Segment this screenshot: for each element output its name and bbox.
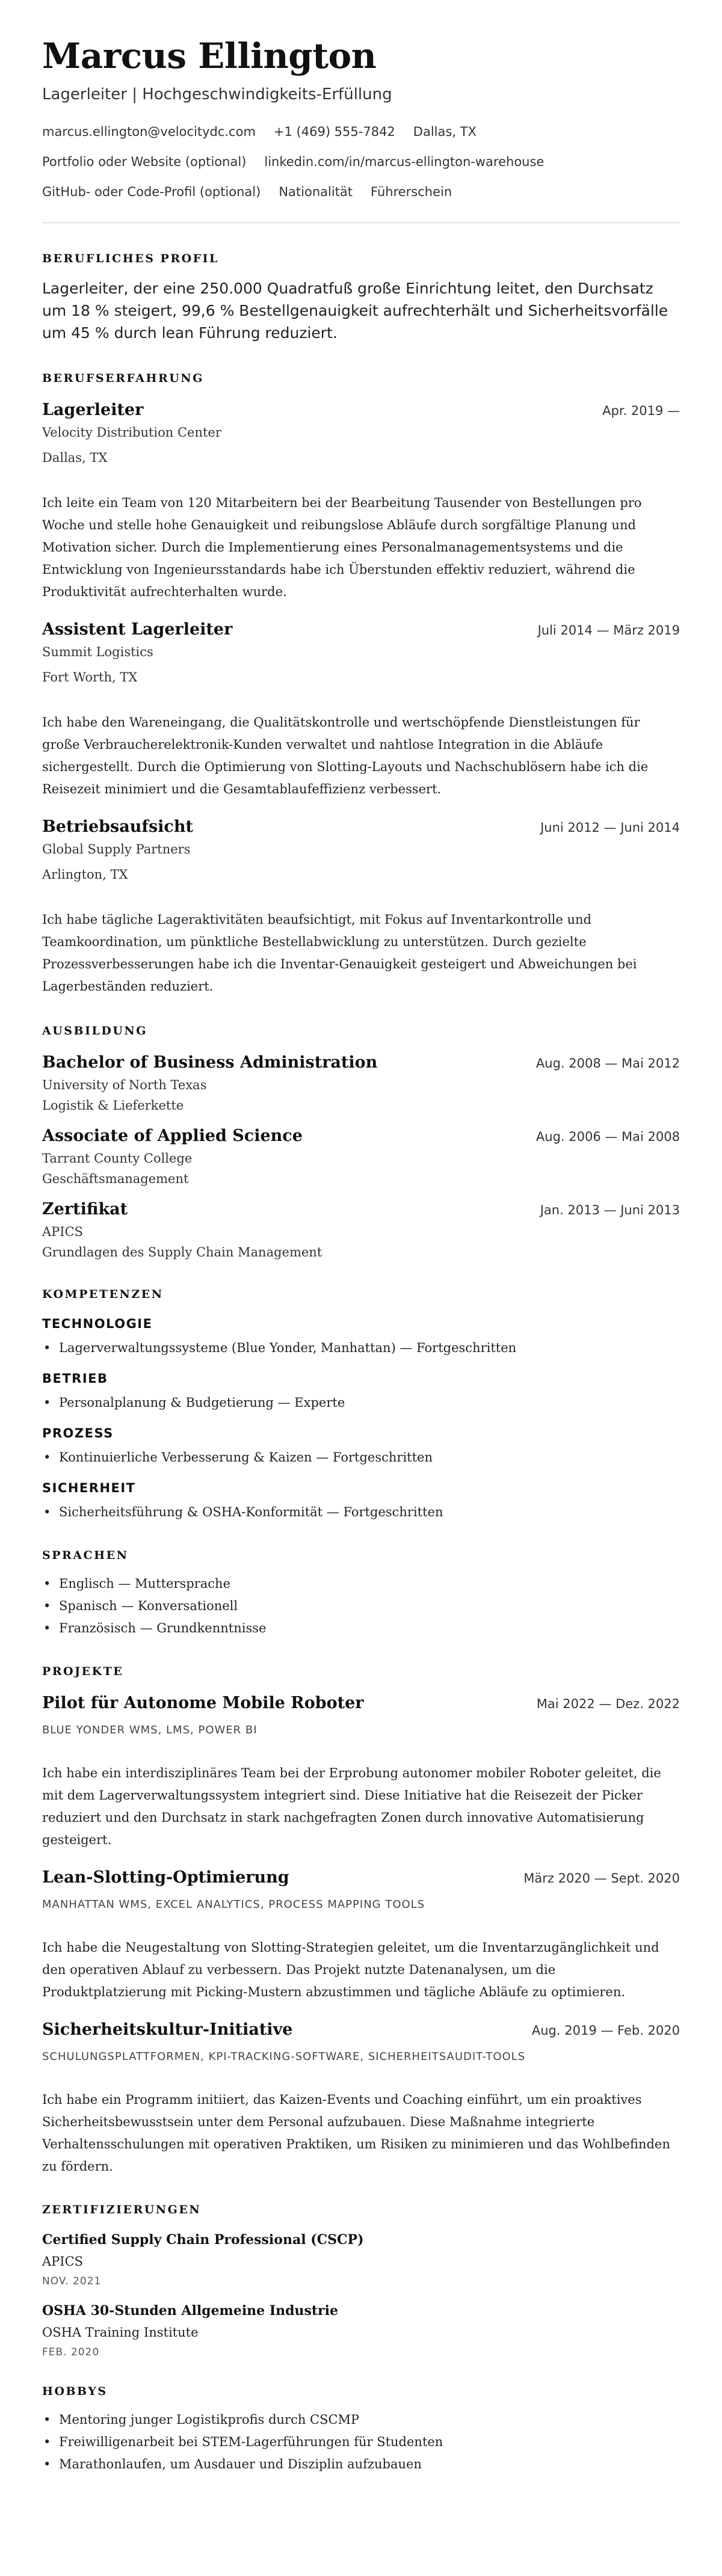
languages-section — [42, 1548, 680, 1640]
job-location: Arlington, TX — [42, 867, 128, 882]
projects-section — [42, 1664, 680, 2178]
degree-date: Jan. 2013 — Juni 2013 — [540, 1203, 680, 1217]
license-text: Führerschein — [371, 185, 452, 199]
bullet-icon: • — [43, 2435, 51, 2449]
skill-item: • Kontinuierliche Verbesserung & Kaizen — Fortgeschritten — [42, 1446, 680, 1469]
section-heading-profile: BERUFLICHES PROFIL — [42, 252, 219, 265]
job-title: Lagerleiter — [42, 401, 144, 419]
project-date: Aug. 2019 — Feb. 2020 — [531, 2023, 680, 2038]
skill-group — [42, 1480, 680, 1523]
hobby-item: • Freiwilligenarbeit bei STEM-Lagerführungen für Studenten — [42, 2431, 680, 2453]
project-tech: MANHATTAN WMS, EXCEL ANALYTICS, PROCESS MAPPING TOOLS — [42, 1898, 425, 1911]
certification-item — [42, 2231, 680, 2289]
section-heading-languages: SPRACHEN — [42, 1549, 129, 1562]
experience-section — [42, 370, 680, 998]
job-date: Juli 2014 — März 2019 — [537, 623, 680, 638]
profile-section — [42, 251, 680, 344]
job-description: Ich habe den Wareneingang, die Qualitätskontrolle und wertschöpfende Dienstleistungen für große Verbraucherelektronik-Kunden verwaltet und nahtlose Integration in die Abläufe sichergestellt. Durch die Optimierung von Slotting-Layouts und Nachschublösern habe ich die Reisezeit minimiert und die Gesamtablaufeffizienz verbessert. — [42, 715, 649, 796]
language-item: • Spanisch — Konversationell — [42, 1595, 680, 1617]
resume-header — [42, 35, 680, 201]
job-description: Ich habe tägliche Lageraktivitäten beaufsichtigt, mit Fokus auf Inventarkontrolle und Teamkoordination, um pünktliche Bestellabwicklung zu unterstützen. Durch gezielte Prozessverbesserungen habe ich die Inventar-Genauigkeit gesteigert und Abweichungen bei Lagerbeständen reduziert. — [42, 912, 637, 994]
degree-title: Associate of Applied Science — [42, 1127, 303, 1145]
skill-group-name: BETRIEB — [42, 1371, 108, 1386]
project-tech: BLUE YONDER WMS, LMS, POWER BI — [42, 1724, 258, 1736]
project-title: Sicherheitskultur-Initiative — [42, 2020, 293, 2039]
job-company: Velocity Distribution Center — [42, 425, 221, 440]
experience-item — [42, 399, 680, 603]
hobby-item: • Marathonlaufen, um Ausdauer und Disziplin aufzubauen — [42, 2453, 680, 2476]
portfolio-link[interactable]: Portfolio oder Website (optional) — [42, 155, 247, 169]
section-heading-experience: BERUFSERFAHRUNG — [42, 372, 204, 385]
certification-item — [42, 2302, 680, 2359]
school-name: University of North Texas — [42, 1078, 207, 1092]
project-date: März 2020 — Sept. 2020 — [523, 1871, 680, 1886]
job-title: Assistent Lagerleiter — [42, 620, 233, 639]
job-company: Summit Logistics — [42, 645, 153, 659]
bullet-icon: • — [43, 2412, 51, 2427]
candidate-name: Marcus Ellington — [42, 35, 377, 76]
experience-item — [42, 619, 680, 801]
bullet-icon: • — [43, 2457, 51, 2471]
phone-number[interactable]: +1 (469) 555-7842 — [273, 124, 395, 139]
skill-group — [42, 1315, 680, 1359]
project-description: Ich habe ein interdisziplinäres Team bei der Erprobung autonomer mobiler Roboter geleitet, die mit dem Lagerverwaltungssystem integriert sind. Diese Initiative hat die Reisezeit der Picker reduziert und den Durchsatz in stark nachgefragten Zonen durch innovative Automatisierung gesteigert. — [42, 1766, 661, 1847]
section-heading-projects: PROJEKTE — [42, 1665, 124, 1678]
section-heading-certifications: ZERTIFIZIERUNGEN — [42, 2203, 202, 2216]
bullet-icon: • — [43, 1576, 51, 1591]
skill-item: • Personalplanung & Budgetierung — Experte — [42, 1392, 680, 1414]
contact-row-links — [42, 153, 680, 171]
project-date: Mai 2022 — Dez. 2022 — [536, 1697, 680, 1711]
skill-group — [42, 1370, 680, 1414]
job-date: Apr. 2019 — — [602, 404, 680, 418]
bullet-icon: • — [43, 1341, 51, 1355]
job-location: Dallas, TX — [42, 450, 108, 465]
degree-date: Aug. 2006 — Mai 2008 — [535, 1130, 680, 1144]
location-text: Dallas, TX — [413, 124, 477, 139]
project-title: Pilot für Autonome Mobile Roboter — [42, 1694, 364, 1712]
certification-date: NOV. 2021 — [42, 2275, 102, 2287]
skill-group — [42, 1425, 680, 1469]
project-description: Ich habe ein Programm initiiert, das Kaizen-Events und Coaching einführt, um ein proaktives Sicherheitsbewusstsein unter dem Personal aufzubauen. Diese Maßnahme integrierte Verhaltensschulungen mit operativen Praktiken, um Risiken zu minimieren und das Wohlbefinden zu fördern. — [42, 2092, 670, 2174]
skill-item: • Sicherheitsführung & OSHA-Konformität — Fortgeschritten — [42, 1501, 680, 1523]
github-link[interactable]: GitHub- oder Code-Profil (optional) — [42, 185, 261, 199]
school-name: APICS — [42, 1225, 84, 1239]
school-name: Tarrant County College — [42, 1151, 193, 1166]
job-title: Betriebsaufsicht — [42, 817, 193, 836]
degree-title: Zertifikat — [42, 1200, 128, 1219]
job-description: Ich leite ein Team von 120 Mitarbeitern bei der Bearbeitung Tausender von Bestellungen pro Woche und stelle hohe Genauigkeit und reibungslose Abläufe durch sorgfältige Planung und Motivation sicher. Durch die Implementierung eines Personalmanagementsystems und die Entwicklung von Ingenieursstandards habe ich Überstunden effektiv reduziert, während die Produktivität aufrechterhalten wurde. — [42, 496, 642, 599]
profile-summary: Lagerleiter, der eine 250.000 Quadratfuß große Einrichtung leitet, den Durchsatz um 18 % steigert, 99,6 % Bestellgenauigkeit aufrechterhält und Sicherheitsvorfälle um 45 % durch lean Führung reduziert. — [42, 280, 668, 342]
bullet-icon: • — [43, 1621, 51, 1635]
degree-date: Aug. 2008 — Mai 2012 — [535, 1056, 680, 1071]
bullet-icon: • — [43, 1599, 51, 1613]
degree-title: Bachelor of Business Administration — [42, 1053, 378, 1072]
language-item: • Englisch — Muttersprache — [42, 1573, 680, 1595]
job-date: Juni 2012 — Juni 2014 — [540, 820, 680, 835]
section-heading-skills: KOMPETENZEN — [42, 1288, 164, 1301]
bullet-icon: • — [43, 1505, 51, 1519]
linkedin-link[interactable]: linkedin.com/in/marcus-ellington-warehouse — [264, 155, 545, 169]
project-item — [42, 2019, 680, 2178]
section-heading-education: AUSBILDUNG — [42, 1024, 147, 1037]
education-item — [42, 1125, 680, 1188]
job-company: Global Supply Partners — [42, 842, 191, 856]
language-item: • Französisch — Grundkenntnisse — [42, 1617, 680, 1640]
section-heading-hobbies: HOBBYS — [42, 2385, 108, 2398]
project-item — [42, 1867, 680, 2003]
job-location: Fort Worth, TX — [42, 670, 138, 684]
hobbies-section — [42, 2384, 680, 2476]
skill-group-name: PROZESS — [42, 1426, 114, 1440]
certification-title: OSHA 30-Stunden Allgemeine Industrie — [42, 2303, 338, 2319]
skill-group-name: SICHERHEIT — [42, 1481, 136, 1495]
contact-row-primary — [42, 123, 680, 141]
field-of-study: Grundlagen des Supply Chain Management — [42, 1245, 322, 1259]
project-item — [42, 1692, 680, 1851]
hobby-item: • Mentoring junger Logistikprofis durch CSCMP — [42, 2409, 680, 2431]
project-title: Lean-Slotting-Optimierung — [42, 1868, 289, 1887]
certification-title: Certified Supply Chain Professional (CSCP) — [42, 2232, 364, 2248]
email-link[interactable]: marcus.ellington@velocitydc.com — [42, 124, 256, 139]
skill-group-name: TECHNOLOGIE — [42, 1317, 153, 1331]
skills-section — [42, 1286, 680, 1523]
certification-date: FEB. 2020 — [42, 2346, 100, 2358]
field-of-study: Logistik & Lieferkette — [42, 1098, 184, 1113]
certification-org: OSHA Training Institute — [42, 2325, 199, 2340]
bullet-icon: • — [43, 1450, 51, 1465]
field-of-study: Geschäftsmanagement — [42, 1172, 189, 1186]
certifications-section — [42, 2202, 680, 2359]
education-item — [42, 1199, 680, 1261]
education-item — [42, 1052, 680, 1114]
candidate-title: Lagerleiter | Hochgeschwindigkeits-Erfüllung — [42, 85, 392, 103]
nationality-text: Nationalität — [279, 185, 353, 199]
experience-item — [42, 816, 680, 998]
education-section — [42, 1023, 680, 1261]
certification-org: APICS — [42, 2254, 84, 2269]
project-description: Ich habe die Neugestaltung von Slotting-Strategien geleitet, um die Inventarzugänglichkeit und den operativen Ablauf zu verbessern. Das Projekt nutzte Datenanalysen, um die Produktplatzierung mit Picking-Mustern abzustimmen und tägliche Abläufe zu optimieren. — [42, 1940, 659, 1999]
bullet-icon: • — [43, 1395, 51, 1410]
project-tech: SCHULUNGSPLATTFORMEN, KPI-TRACKING-SOFTWARE, SICHERHEITSAUDIT-TOOLS — [42, 2050, 526, 2063]
contact-row-extra — [42, 183, 680, 201]
skill-item: • Lagerverwaltungssysteme (Blue Yonder, Manhattan) — Fortgeschritten — [42, 1337, 680, 1359]
